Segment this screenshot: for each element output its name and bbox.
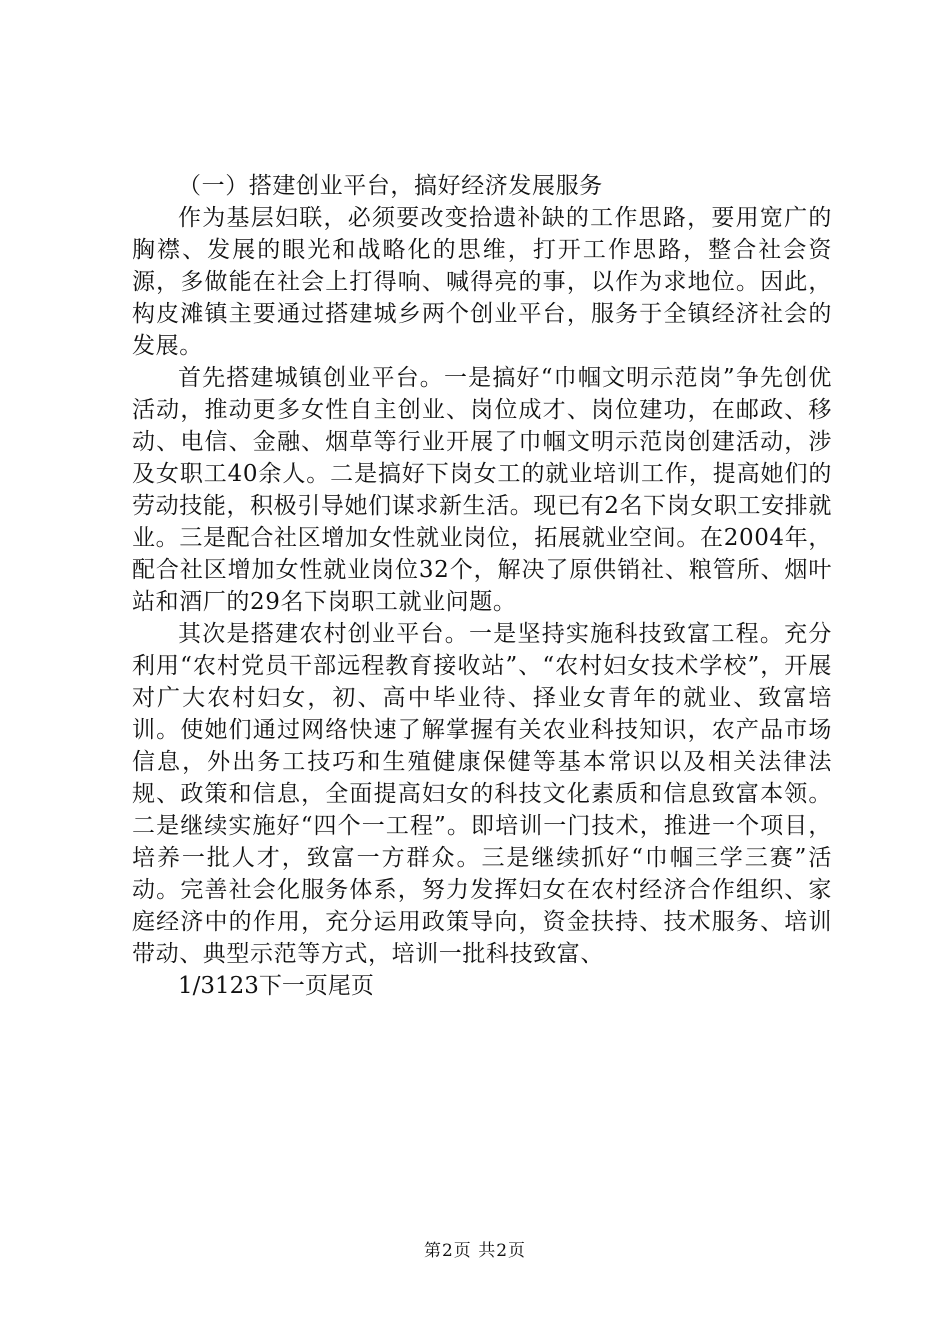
paragraph-rural-platform: 其次是搭建农村创业平台。一是坚持实施科技致富工程。充分利用“农村党员干部远程教育接收站”、“农村妇女技术学校”，开展对广大农村妇女，初、高中毕业待、择业女青年的就业、致富培训。使她们通过网络快速了解掌握有关农业科技知识，农产品市场信息，外出务工技巧和生殖健康保健等基本常识以及相关法律法规、政策和信息，全面提高妇女的科技文化素质和信息致富本领。二是继续实施好“四个一工程”。即培训一门技术，推进一个项目，培养一批人才，致富一方群众。三是继续抓好“巾帼三学三赛”活动。完善社会化服务体系，努力发挥妇女在农村经济合作组织、家庭经济中的作用，充分运用政策导向，资金扶持、技术服务、培训带动、典型示范等方式，培训一批科技致富、 [132, 621, 832, 967]
pagination [132, 970, 832, 1002]
page-position: 1/3123 [178, 973, 259, 999]
section-heading: （一）搭建创业平台，搞好经济发展服务 [178, 173, 603, 199]
page-footer: 第2页 共2页 [423, 1241, 527, 1261]
document-body [132, 170, 832, 1002]
last-page-link[interactable]: 尾页 [327, 973, 374, 999]
paragraph-intro: 作为基层妇联，必须要改变拾遗补缺的工作思路，要用宽广的胸襟、发展的眼光和战略化的思维，打开工作思路，整合社会资源，多做能在社会上打得响、喊得亮的事，以作为求地位。因此，构皮滩镇主要通过搭建城乡两个创业平台，服务于全镇经济社会的发展。 [132, 205, 832, 359]
paragraph-urban-platform: 首先搭建城镇创业平台。一是搞好“巾帼文明示范岗”争先创优活动，推动更多女性自主创业、岗位成才、岗位建功，在邮政、移动、电信、金融、烟草等行业开展了巾帼文明示范岗创建活动，涉及女职工40余人。二是搞好下岗女工的就业培训工作，提高她们的劳动技能，积极引导她们谋求新生活。现已有2名下岗女职工安排就业。三是配合社区增加女性就业岗位，拓展就业空间。在2004年，配合社区增加女性就业岗位32个，解决了原供销社、粮管所、烟叶站和酒厂的29名下岗职工就业问题。 [132, 365, 832, 615]
next-page-link[interactable]: 下一页 [258, 973, 328, 999]
